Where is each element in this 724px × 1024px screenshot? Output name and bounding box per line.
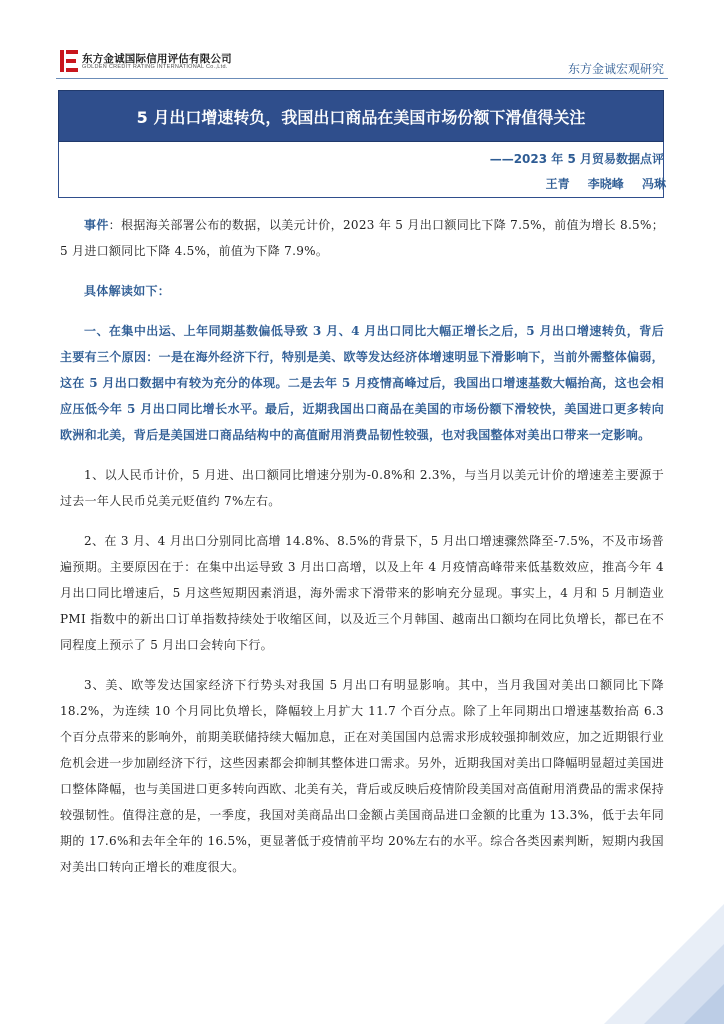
author-list xyxy=(532,175,666,192)
author: 冯琳 xyxy=(641,177,666,191)
logo-english-name: GOLDEN CREDIT RATING INTERNATIONAL Co.,Ltd. xyxy=(82,64,228,70)
intro-heading: 具体解读如下： xyxy=(84,284,171,298)
report-title: 5 月出口增速转负，我国出口商品在美国市场份额下滑值得关注 xyxy=(136,108,586,127)
logo-mark-icon xyxy=(60,50,78,72)
detail-paragraph-1: 1、以人民币计价，5 月进、出口额同比增速分别为-0.8%和 2.3%，与当月以美元计价的增速差主要源于过去一年人民币兑美元贬值约 7%左右。 xyxy=(60,468,664,508)
detail-paragraph-3: 3、美、欧等发达国家经济下行势头对我国 5 月出口有明显影响。其中，当月我国对美出口额同比下降 18.2%，为连续 10 个月同比负增长，降幅较上月扩大 11.7 个百分点。除了上年同期出口增速基数抬高 6.3 个百分点带来的影响外，前期美联储持续大幅加息，正在对美国国内总需求形成较强抑制效应，加之近期银行业危机会进一步加剧经济下行，这些因素都会抑制其整体进口需求。另外，近期我国对美出口降幅明显超过美国进口整体降幅，也与美国进口更多转向西欧、北美有关，背后或反映后疫情阶段美国对高值耐用消费品的需求保持较强韧性。值得注意的是，一季度，我国对美商品出口金额占美国商品进口金额的比重为 13.3%，低于去年同期的 17.6%和去年全年的 16.5%，更显著低于疫情前平均 20%左右的水平。综合各类因素判断，短期内我国对美出口转向正增长的难度很大。 xyxy=(60,678,664,874)
page-header xyxy=(0,0,724,80)
event-label: 事件 xyxy=(84,218,109,232)
report-subtitle: ——2023 年 5 月贸易数据点评 xyxy=(489,152,664,166)
key-point-paragraph: 一、在集中出运、上年同期基数偏低导致 3 月、4 月出口同比大幅正增长之后，5 月出口增速转负，背后主要有三个原因：一是在海外经济下行，特别是美、欧等发达经济体增速明显下滑影响下，当前外需整体偏弱，这在 5 月出口数据中有较为充分的体现。二是去年 5 月疫情高峰过后，我国出口增速基数大幅抬高，这也会相应压低今年 5 月出口同比增长水平。最后，近期我国出口商品在美国的市场份额下滑较快，美国进口更多转向欧洲和北美，背后是美国进口商品结构中的高值耐用消费品韧性较强，也对我国整体对美出口带来一定影响。 xyxy=(60,324,664,442)
company-logo xyxy=(60,48,250,78)
brand-label: 东方金诚宏观研究 xyxy=(567,62,664,76)
logo-chinese-name: 东方金诚国际信用评估有限公司 xyxy=(82,53,232,65)
detail-paragraph-2: 2、在 3 月、4 月出口分别同比高增 14.8%、8.5%的背景下，5 月出口增速骤然降至-7.5%，不及市场普遍预期。主要原因在于：在集中出运导致 3 月出口高增，以及上年 4 月疫情高峰带来低基数效应，推高今年 4 月出口同比增速后，5 月这些短期因素消退，海外需求下滑带来的影响充分显现。事实上，4 月和 5 月制造业 PMI 指数中的新出口订单指数持续处于收缩区间，以及近三个月韩国、越南出口额均在同比负增长，都已在不同程度上预示了 5 月出口会转向下行。 xyxy=(60,534,664,652)
report-body xyxy=(60,212,664,880)
title-banner xyxy=(58,90,664,142)
header-divider xyxy=(56,78,668,79)
event-text: ：根据海关部署公布的数据，以美元计价，2023 年 5 月出口额同比下降 7.5%，前值为增长 8.5%；5 月进口额同比下降 4.5%，前值为下降 7.9%。 xyxy=(60,218,664,258)
corner-decoration-icon xyxy=(594,904,724,1024)
author: 王青 xyxy=(545,177,570,191)
author: 李晓峰 xyxy=(587,177,624,191)
event-paragraph xyxy=(60,212,664,264)
